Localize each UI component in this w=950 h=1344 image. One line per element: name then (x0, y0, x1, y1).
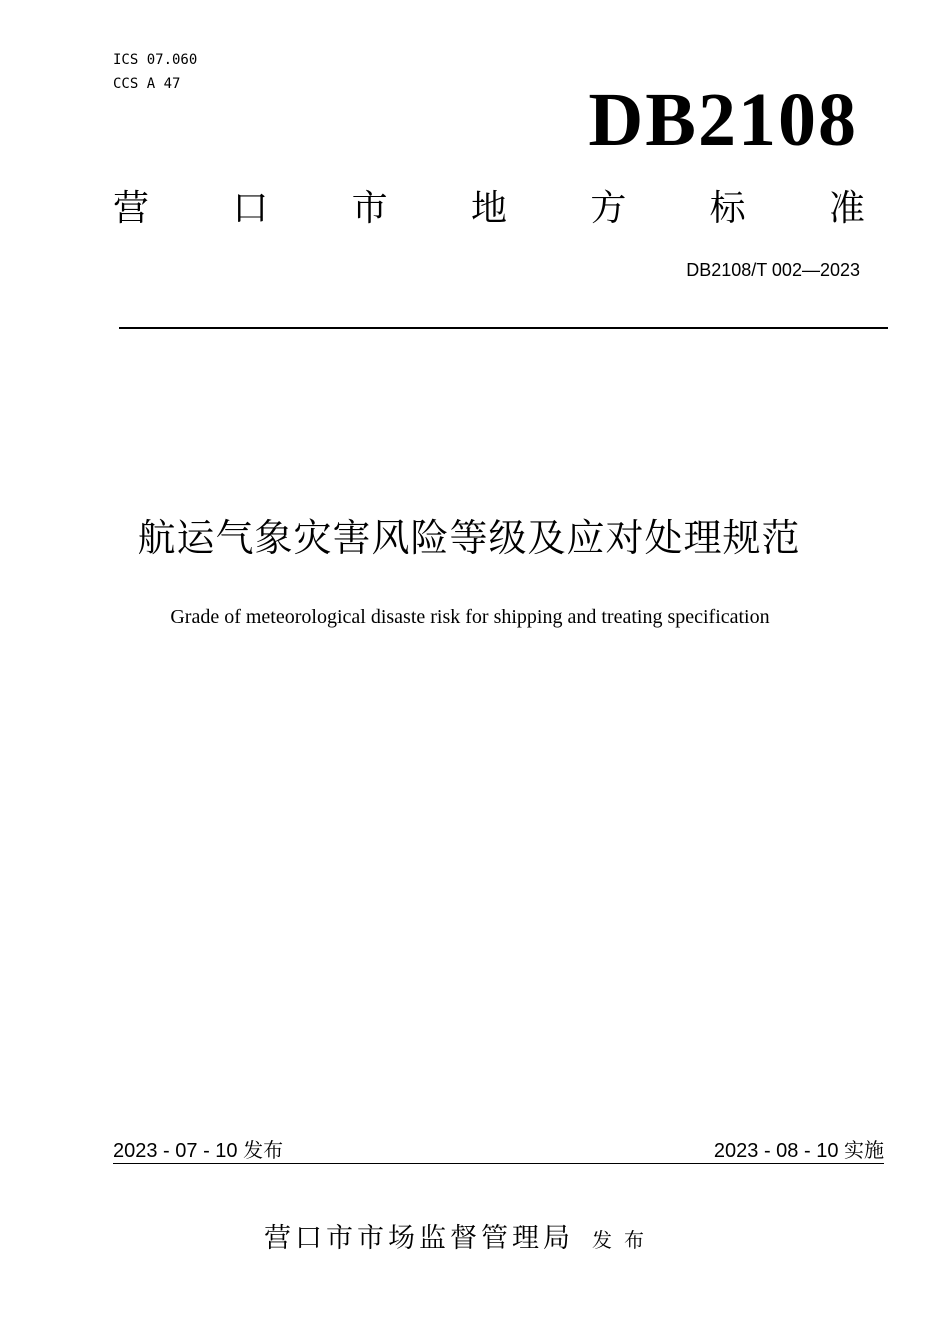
header-divider (119, 327, 888, 329)
footer-divider (113, 1163, 884, 1164)
ccs-code: CCS A 47 (113, 76, 181, 92)
standard-type-char: 口 (232, 188, 269, 229)
standard-mark: DB2108 (588, 78, 858, 162)
standard-type-char: 市 (351, 188, 388, 229)
publisher-action: 发布 (592, 1228, 656, 1252)
release-date: 2023 - 07 - 10 发布 (113, 1140, 284, 1162)
standard-type (113, 184, 865, 234)
classification-codes (113, 48, 197, 96)
document-title-chinese: 航运气象灾害风险等级及应对处理规范 (137, 516, 801, 560)
standard-type-char: 准 (828, 188, 865, 229)
standard-number: DB2108/T 002—2023 (686, 260, 860, 280)
publisher-organization: 营口市市场监督管理局 (264, 1223, 574, 1254)
standard-type-char: 营 (113, 188, 150, 229)
standard-type-char: 标 (709, 188, 746, 229)
publisher-line (0, 1220, 950, 1259)
implementation-date: 2023 - 08 - 10 实施 (713, 1140, 884, 1162)
document-title-english: Grade of meteorological disaste risk for shipping and treating specification (170, 606, 770, 628)
ics-code: ICS 07.060 (113, 52, 198, 68)
standard-type-char: 方 (590, 188, 627, 229)
standard-type-char: 地 (470, 188, 507, 229)
